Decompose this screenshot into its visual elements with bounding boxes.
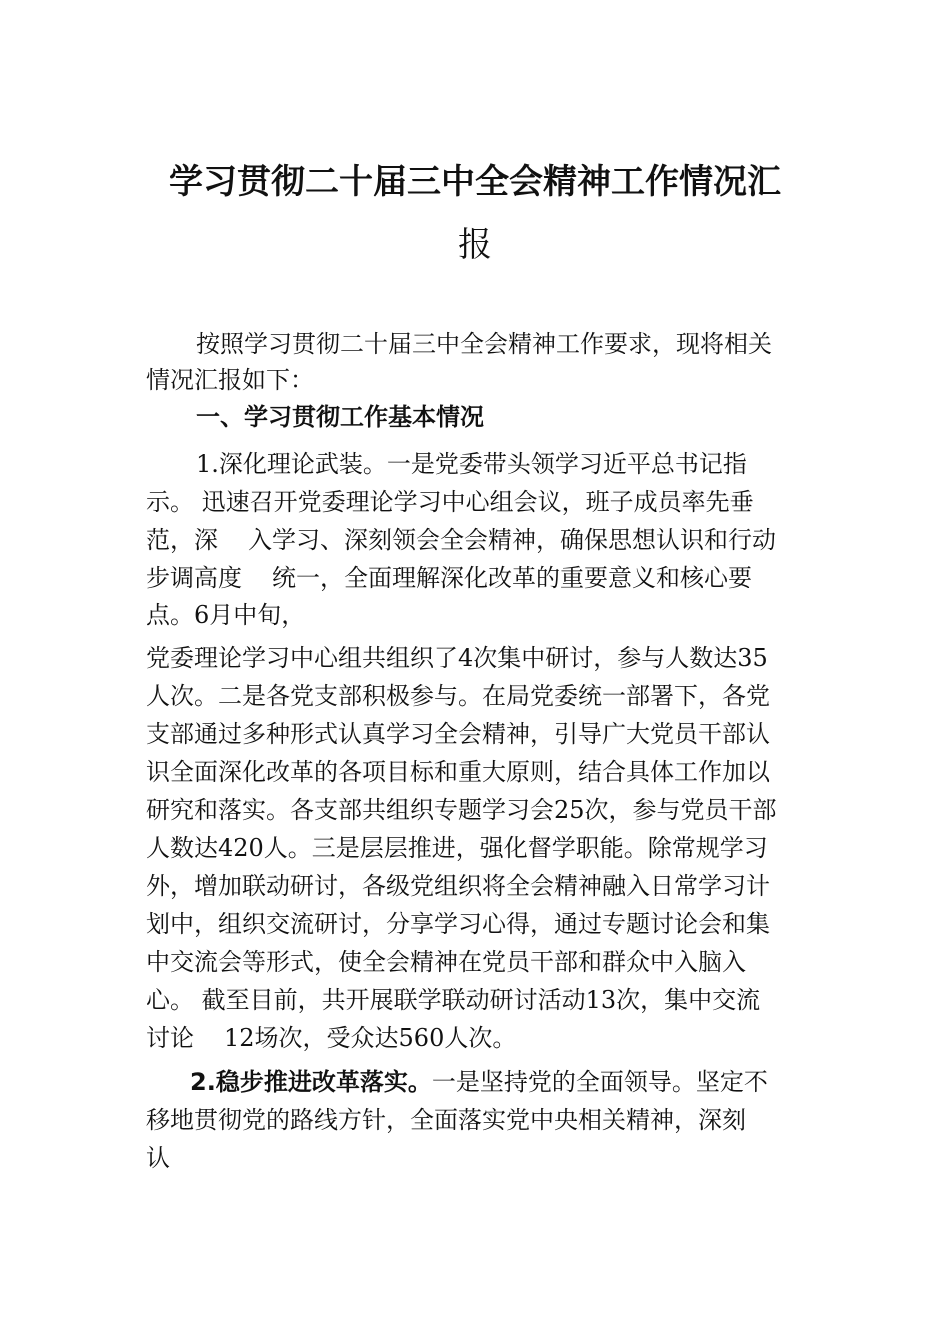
paragraph-segment: 步调高度 bbox=[146, 564, 242, 592]
paragraph-line: 人数达420人。三是层层推进，强化督学职能。除常规学习 bbox=[146, 834, 768, 862]
paragraph-line bbox=[146, 528, 776, 552]
paragraph-line: 点。6月中旬， bbox=[146, 601, 306, 629]
document-title-continued: 报 bbox=[458, 225, 492, 265]
paragraph-line: 研究和落实。各支部共组织专题学习会25次，参与党员干部 bbox=[146, 796, 777, 824]
paragraph-line: 人次。二是各党支部积极参与。在局党委统一部署下，各党 bbox=[146, 682, 770, 710]
paragraph-line bbox=[146, 1026, 516, 1050]
paragraph-segment: 12场次，受众达560人次。 bbox=[224, 1024, 517, 1052]
paragraph-line: 党委理论学习中心组共组织了4次集中研讨，参与人数达35 bbox=[146, 644, 768, 672]
paragraph-line bbox=[146, 566, 752, 590]
paragraph-line: 心。 截至目前，共开展联学联动研讨活动13次，集中交流 bbox=[146, 986, 761, 1014]
paragraph-line: 移地贯彻党的路线方针，全面落实党中央相关精神，深刻 bbox=[146, 1106, 746, 1134]
paragraph-segment: 讨论 bbox=[146, 1024, 194, 1052]
intro-line: 按照学习贯彻二十届三中全会精神工作要求，现将相关 bbox=[196, 330, 772, 358]
paragraph-segment: 统一，全面理解深化改革的重要意义和核心要 bbox=[272, 564, 752, 592]
subsection-heading: 2.稳步推进改革落实。 bbox=[190, 1068, 432, 1096]
paragraph-line: 1.深化理论武装。一是党委带头领学习近平总书记指 bbox=[196, 450, 747, 478]
document-title: 学习贯彻二十届三中全会精神工作情况汇 bbox=[169, 162, 781, 202]
section-heading: 一、学习贯彻工作基本情况 bbox=[196, 403, 484, 431]
paragraph-line: 支部通过多种形式认真学习全会精神，引导广大党员干部认 bbox=[146, 720, 770, 748]
paragraph-line: 中交流会等形式，使全会精神在党员干部和群众中入脑入 bbox=[146, 948, 746, 976]
paragraph-line: 认 bbox=[146, 1144, 170, 1172]
paragraph-line: 外，增加联动研讨，各级党组织将全会精神融入日常学习计 bbox=[146, 872, 770, 900]
paragraph-line: 示。 迅速召开党委理论学习中心组会议，班子成员率先垂 bbox=[146, 488, 754, 516]
intro-line: 情况汇报如下： bbox=[146, 366, 314, 394]
paragraph-segment: 一是坚持党的全面领导。坚定不 bbox=[431, 1068, 768, 1096]
paragraph-line: 划中，组织交流研讨，分享学习心得，通过专题讨论会和集 bbox=[146, 910, 770, 938]
paragraph-segment: 范，深 bbox=[146, 526, 218, 554]
paragraph-line: 识全面深化改革的各项目标和重大原则，结合具体工作加以 bbox=[146, 758, 770, 786]
paragraph-line bbox=[190, 1070, 768, 1094]
paragraph-segment: 入学习、深刻领会全会精神，确保思想认识和行动 bbox=[248, 526, 776, 554]
